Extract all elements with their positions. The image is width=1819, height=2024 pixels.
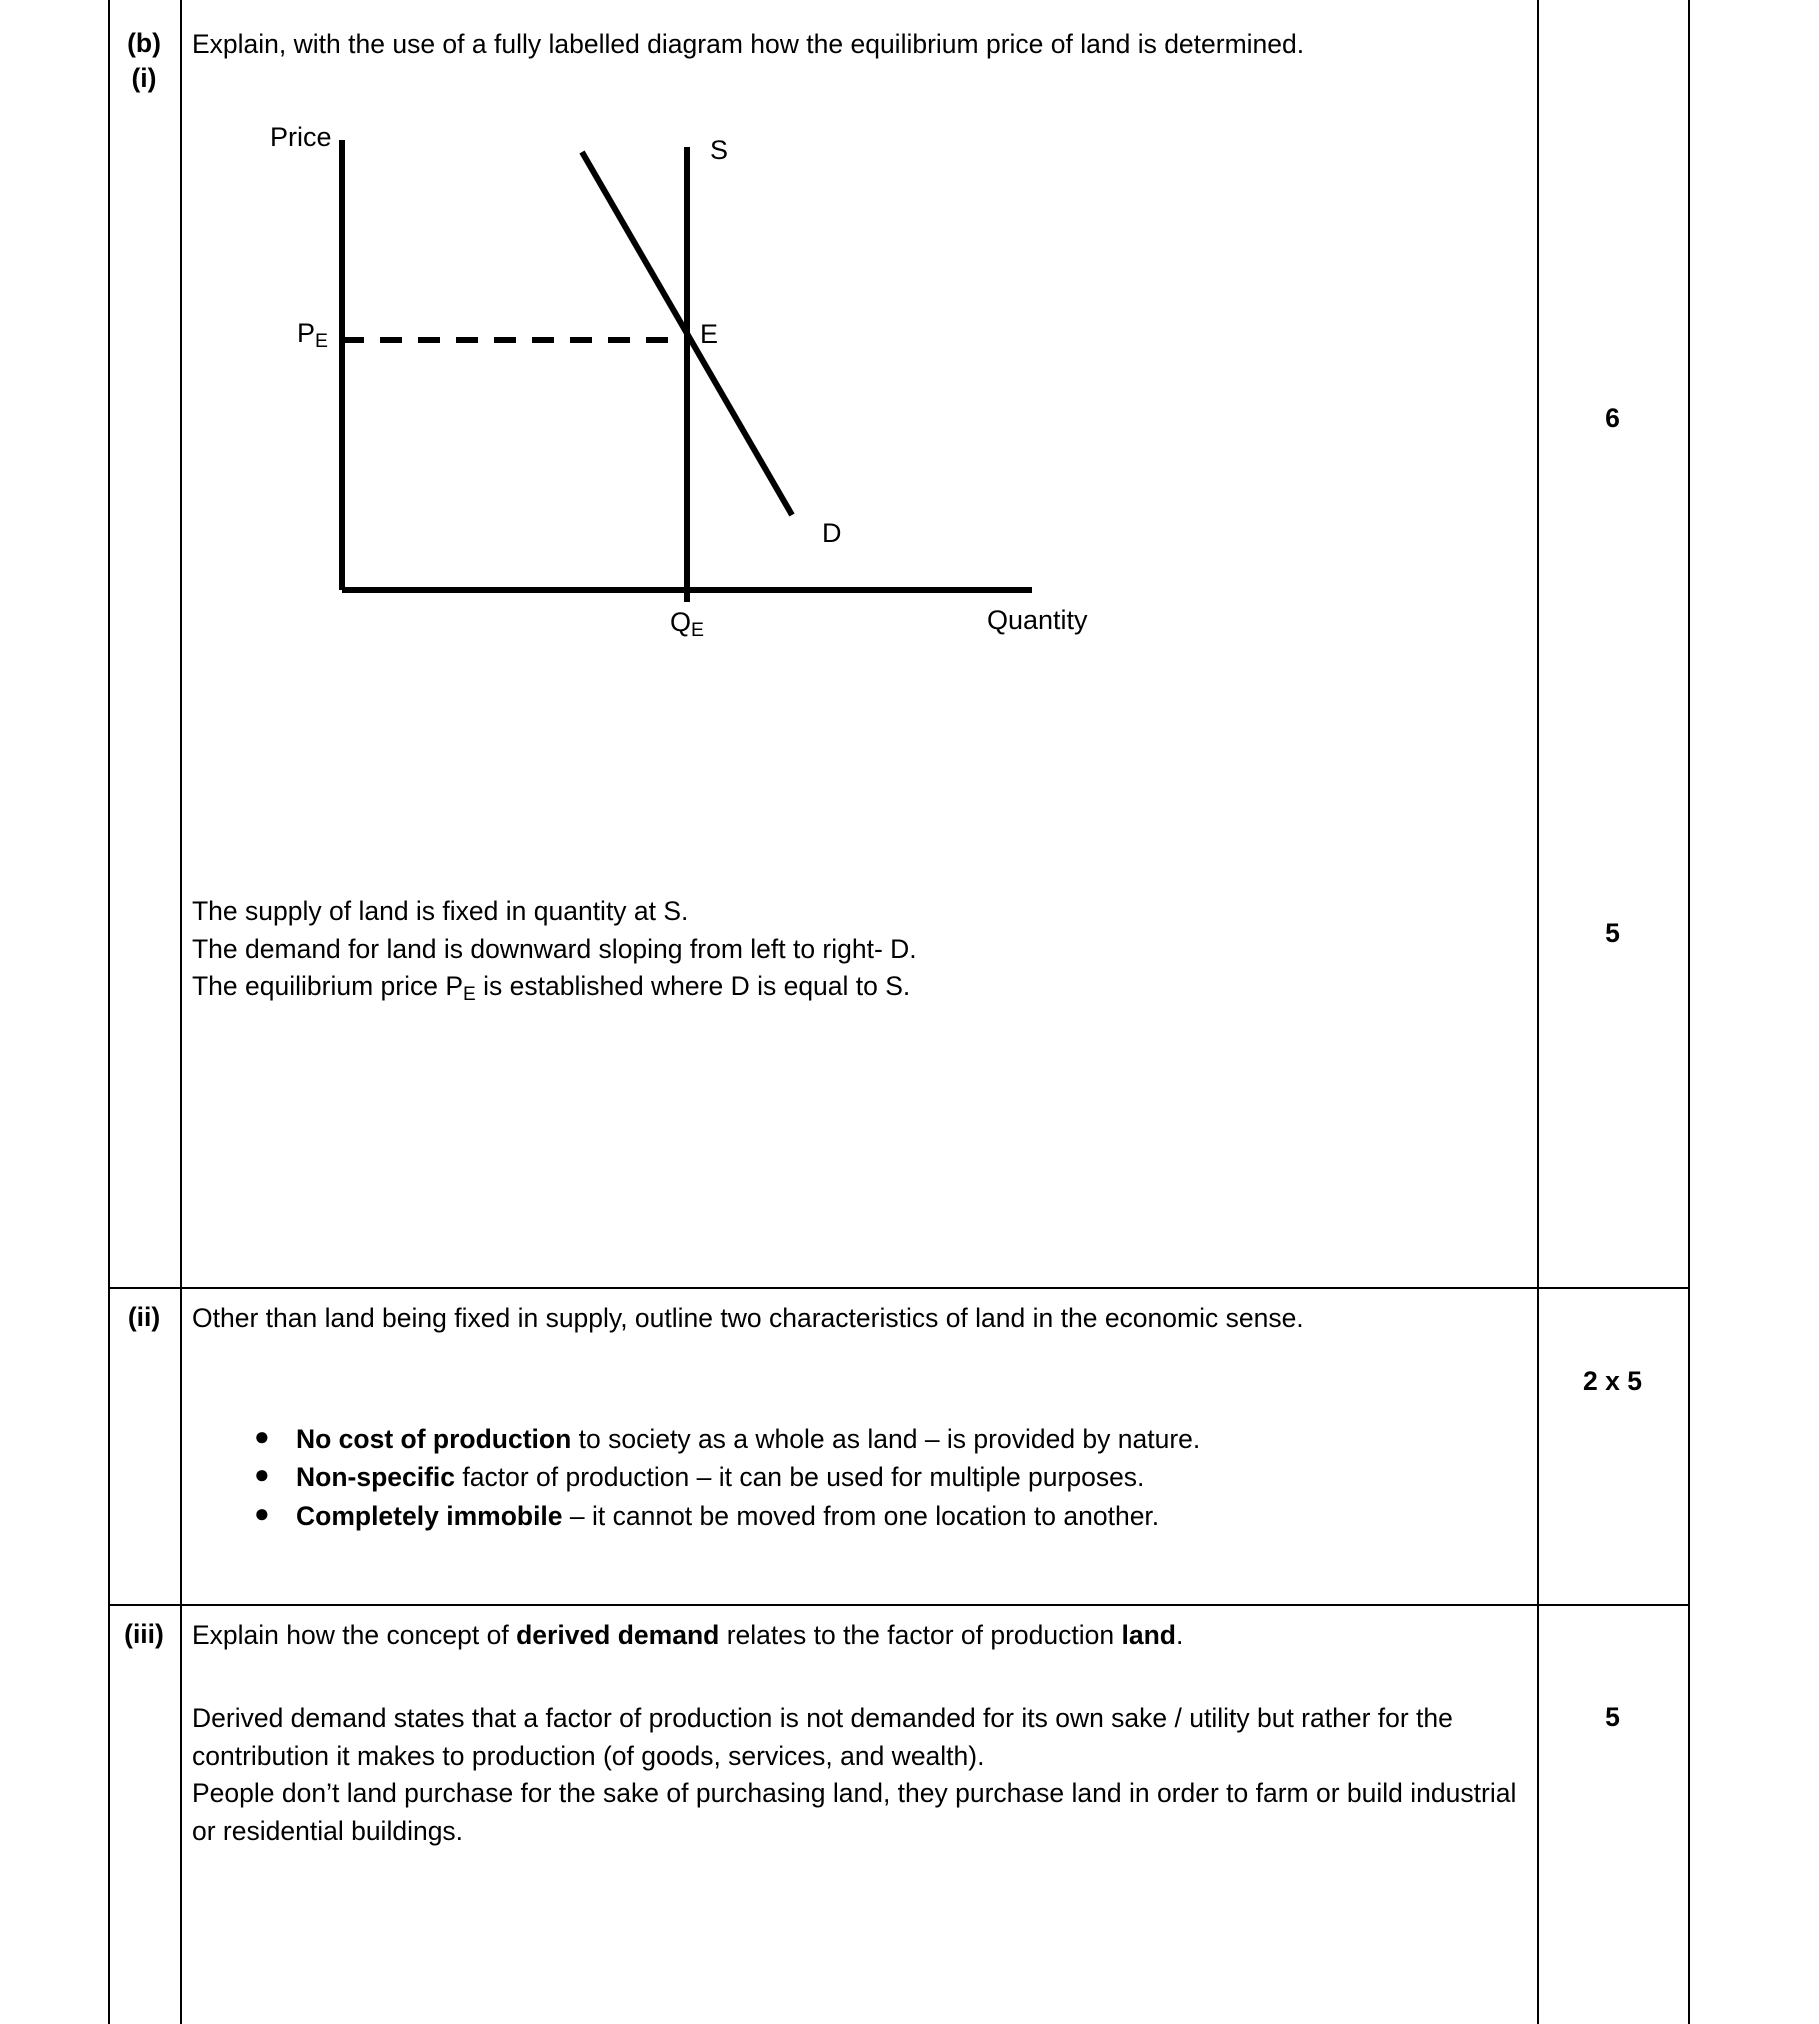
characteristics-list: [192, 1420, 1522, 1535]
table-border-left: [108, 0, 110, 2024]
answer-bullets-ii: [192, 1420, 1522, 1535]
supply-curve-label: S: [710, 135, 729, 165]
pe-subscript: E: [463, 984, 476, 1006]
question-iii-post: .: [1175, 1620, 1184, 1650]
list-item: [192, 1497, 1522, 1535]
answer-line-demand: The demand for land is downward sloping from left to right- D.: [192, 933, 917, 964]
equilibrium-point-label: E: [700, 319, 719, 349]
bullet-icon: ●: [254, 1421, 270, 1451]
answer-line-supply: The supply of land is fixed in quantity at S.: [192, 896, 689, 926]
row-separator-2: [108, 1604, 1690, 1606]
question-text-ii: [192, 1300, 1522, 1338]
equilibrium-price-label: [297, 318, 328, 353]
part-label-iii: (iii): [124, 1619, 164, 1649]
supply-demand-diagram: [192, 120, 1322, 660]
question-iii-bold-land: land: [1121, 1620, 1176, 1650]
answer-iii-paragraph-1: Derived demand states that a factor of production is not demanded for its own sake / utility but rather for the contribution it makes to production (of goods, services, and wealth).: [192, 1703, 1453, 1771]
bullet-bold-lead: Non-specific: [296, 1462, 456, 1493]
question-b-i-prompt: Explain, with the use of a fully labelled diagram how the equilibrium price of land is determined.: [192, 29, 1305, 59]
equilibrium-quantity-label: [670, 607, 704, 642]
diagram-svg: [192, 120, 1322, 660]
bullet-rest: – it cannot be moved from one location to another.: [562, 1500, 1160, 1531]
list-item: [192, 1458, 1522, 1496]
table-border-right: [1688, 0, 1690, 2024]
bullet-bold-lead: No cost of production: [296, 1424, 572, 1454]
part-label-b-i: [108, 26, 180, 96]
part-label-i: (i): [131, 62, 157, 93]
equilibrium-quantity-letter: Q: [670, 607, 692, 637]
list-item: [192, 1420, 1522, 1458]
marks-b-i: 6: [1605, 403, 1620, 433]
marks-ii: 2 x 5: [1583, 1366, 1642, 1396]
answer-line-equilibrium: The equilibrium price $P_E$ is established where D is equal to S.: [192, 971, 911, 1006]
part-label-b: (b): [127, 28, 161, 58]
answer-text-iii: [192, 1700, 1522, 1851]
bullet-icon: ●: [254, 1459, 270, 1490]
bullet-icon: ●: [254, 1497, 270, 1528]
question-iii-prompt: [192, 1617, 1522, 1655]
question-iii-bold-derived-demand: derived demand: [516, 1620, 720, 1650]
question-ii-prompt: Other than land being fixed in supply, outline two characteristics of land in the economic sense.: [192, 1303, 1304, 1333]
answer-iii-paragraph-2: People don’t land purchase for the sake of purchasing land, they purchase land in order to farm or build industrial or residential buildings.: [192, 1778, 1517, 1846]
bullet-bold-lead: Completely immobile: [296, 1500, 563, 1531]
table-border-label-col: [180, 0, 182, 2024]
equilibrium-price-subscript: E: [315, 330, 328, 353]
bullet-rest: to society as a whole as land – is provided by nature.: [571, 1424, 1201, 1454]
demand-curve-label: D: [822, 518, 842, 548]
equilibrium-price-letter: P: [297, 318, 316, 348]
question-iii-pre: Explain how the concept of: [192, 1620, 517, 1650]
answer-text-b-i: [192, 893, 1522, 1006]
marks-b-i-answer: 5: [1605, 918, 1620, 948]
axis-label-price: Price: [270, 122, 332, 152]
part-label-ii: (ii): [127, 1302, 161, 1332]
question-text-iii: [192, 1617, 1522, 1655]
equilibrium-quantity-subscript: E: [691, 619, 704, 642]
row-separator-1: [108, 1287, 1690, 1289]
question-text-b-i: [192, 26, 1522, 64]
axis-label-quantity: Quantity: [987, 605, 1088, 635]
marks-iii: 5: [1605, 1702, 1620, 1732]
bullet-rest: factor of production – it can be used for multiple purposes.: [455, 1462, 1145, 1493]
question-iii-mid: relates to the factor of production: [719, 1620, 1122, 1650]
